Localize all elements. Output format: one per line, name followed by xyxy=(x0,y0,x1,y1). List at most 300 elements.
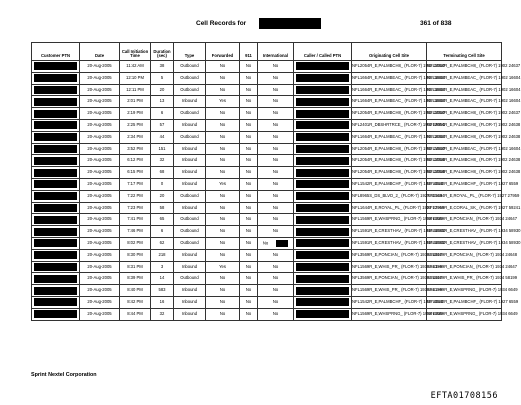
redaction-bar xyxy=(34,110,77,118)
date-cell: 20-Aug-2005 xyxy=(80,119,120,131)
terminating-site-cell: NFL1591R_E,CRESTHAV_ (FLOR-7) 1934 58930 xyxy=(427,237,502,249)
originating-site-cell: NFL1664R_E,PALMBEAC_ (FLOR-7) 1902 16604 xyxy=(352,72,427,84)
type-cell: Inbound xyxy=(174,261,206,273)
forwarded-cell: Yes xyxy=(206,178,240,190)
customer-ptn-cell xyxy=(32,296,80,308)
originating-site-cell: NFL2054R_E,PALMBCH8_ (FLOR-7) 1902 24637 xyxy=(352,143,427,155)
type-cell: Inbound xyxy=(174,119,206,131)
terminating-site-cell: NFL1664R_E,PALMBEAC_ (FLOR-7) 1902 16604 xyxy=(427,96,502,108)
table-row xyxy=(32,72,502,84)
type-cell: Inbound xyxy=(174,296,206,308)
terminating-site-cell: NFL1591R_E,CRESTHAV_ (FLOR-7) 1934 58930 xyxy=(427,226,502,238)
terminating-site-cell: NFL1664R_E,PALMBEAC_ (FLOR-7) 1902 16604 xyxy=(427,143,502,155)
redaction-bar xyxy=(34,157,77,165)
called-ptn-cell xyxy=(294,285,352,297)
col-header: Caller / Called PTN xyxy=(294,43,352,61)
col-header: Call Initiation Time xyxy=(120,43,151,61)
date-cell: 20-Aug-2005 xyxy=(80,261,120,273)
e911-cell: No xyxy=(240,96,258,108)
customer-ptn-cell xyxy=(32,108,80,120)
time-cell: 2:19 PM xyxy=(120,108,151,120)
e911-cell: No xyxy=(240,108,258,120)
called-ptn-cell xyxy=(294,237,352,249)
international-value: No xyxy=(272,263,279,269)
redaction-bar xyxy=(34,263,77,271)
customer-ptn-cell xyxy=(32,190,80,202)
international-value: No xyxy=(262,240,269,246)
duration-cell: 38 xyxy=(151,61,174,73)
table-row xyxy=(32,285,502,297)
duration-cell: 6 xyxy=(151,108,174,120)
originating-site-cell: NFL1664R_E,PALMBEAC_ (FLOR-7) 1902 16604 xyxy=(352,131,427,143)
table-row xyxy=(32,249,502,261)
international-cell xyxy=(258,96,294,108)
forwarded-cell: No xyxy=(206,226,240,238)
called-ptn-cell xyxy=(294,131,352,143)
table-row xyxy=(32,190,502,202)
terminating-site-cell: NFL2054R_E,PALMBCH8_ (FLOR-7) 1902 24638 xyxy=(427,167,502,179)
e911-cell: No xyxy=(240,202,258,214)
terminating-site-cell: NFL1542R_E,PALMBCHF_ (FLOR-7) 1927 6559 xyxy=(427,296,502,308)
type-cell: Inbound xyxy=(174,308,206,320)
forwarded-cell: No xyxy=(206,84,240,96)
table-row xyxy=(32,84,502,96)
duration-cell: 151 xyxy=(151,143,174,155)
redaction-bar xyxy=(296,204,349,212)
type-cell: Outbound xyxy=(174,108,206,120)
duration-cell: 14 xyxy=(151,273,174,285)
time-cell: 7:17 PM xyxy=(120,178,151,190)
time-cell: 7:41 PM xyxy=(120,214,151,226)
called-ptn-cell xyxy=(294,143,352,155)
redaction-bar xyxy=(296,157,349,165)
originating-site-cell: NFL1664R_E,PALMBEAC_ (FLOR-7) 1902 16604 xyxy=(352,84,427,96)
type-cell: Outbound xyxy=(174,273,206,285)
duration-cell: 20 xyxy=(151,84,174,96)
col-header: International xyxy=(258,43,294,61)
international-cell xyxy=(258,273,294,285)
terminating-site-cell: NFL2054R_E,PALMBCH8_ (FLOR-7) 1902 24638 xyxy=(427,155,502,167)
redaction-bar xyxy=(296,145,349,153)
type-cell: Inbound xyxy=(174,249,206,261)
originating-site-cell: NFL3569R_E,PONCIAN_ (FLOR-7) 1934 24647 xyxy=(352,273,427,285)
called-ptn-cell xyxy=(294,214,352,226)
international-cell xyxy=(258,61,294,73)
time-cell: 7:46 PM xyxy=(120,226,151,238)
date-cell: 20-Aug-2005 xyxy=(80,108,120,120)
redaction-bar xyxy=(34,98,77,106)
forwarded-cell: No xyxy=(206,72,240,84)
called-ptn-cell xyxy=(294,261,352,273)
time-cell: 7:22 PM xyxy=(120,190,151,202)
redaction-bar xyxy=(276,240,288,247)
col-header: Date xyxy=(80,43,120,61)
international-value: No xyxy=(272,251,279,257)
date-cell: 20-Aug-2005 xyxy=(80,214,120,226)
redaction-bar xyxy=(296,298,349,306)
redaction-bar xyxy=(34,121,77,129)
redaction-bar xyxy=(34,275,77,283)
called-ptn-cell xyxy=(294,273,352,285)
time-cell: 2:25 PM xyxy=(120,119,151,131)
customer-ptn-cell xyxy=(32,72,80,84)
terminating-site-cell: NFL3569R_E,PONCIAN_ (FLOR-7) 1934 24647 xyxy=(427,261,502,273)
redaction-bar xyxy=(296,287,349,295)
e911-cell: No xyxy=(240,84,258,96)
called-ptn-cell xyxy=(294,72,352,84)
type-cell: Outbound xyxy=(174,214,206,226)
table-row xyxy=(32,119,502,131)
redaction-bar xyxy=(296,275,349,283)
customer-ptn-cell xyxy=(32,249,80,261)
redaction-bar xyxy=(296,98,349,106)
called-ptn-cell xyxy=(294,96,352,108)
called-ptn-cell xyxy=(294,119,352,131)
redaction-bar xyxy=(296,216,349,224)
redaction-bar xyxy=(296,121,349,129)
date-cell: 20-Aug-2005 xyxy=(80,96,120,108)
duration-cell: 0 xyxy=(151,178,174,190)
international-cell xyxy=(258,131,294,143)
redaction-bar xyxy=(296,169,349,177)
customer-ptn-cell xyxy=(32,261,80,273)
international-value: No xyxy=(272,169,279,175)
time-cell: 8:40 PM xyxy=(120,285,151,297)
duration-cell: 13 xyxy=(151,96,174,108)
international-value: No xyxy=(272,287,279,293)
page-header xyxy=(0,18,512,32)
international-value: No xyxy=(272,157,279,163)
duration-cell: 6 xyxy=(151,226,174,238)
date-cell: 20-Aug-2005 xyxy=(80,72,120,84)
duration-cell: 44 xyxy=(151,131,174,143)
international-value: No xyxy=(272,98,279,104)
duration-cell: 58 xyxy=(151,202,174,214)
date-cell: 20-Aug-2005 xyxy=(80,273,120,285)
table-row xyxy=(32,178,502,190)
redaction-bar xyxy=(34,133,77,141)
international-cell xyxy=(258,190,294,202)
time-cell: 12:10 PM xyxy=(120,72,151,84)
called-ptn-cell xyxy=(294,61,352,73)
customer-ptn-cell xyxy=(32,143,80,155)
date-cell: 20-Aug-2005 xyxy=(80,190,120,202)
time-cell: 3:52 PM xyxy=(120,143,151,155)
redaction-bar xyxy=(34,204,77,212)
table-row xyxy=(32,308,502,320)
e911-cell: No xyxy=(240,214,258,226)
international-value: No xyxy=(272,228,279,234)
terminating-site-cell: NFL2969R_E,CORAL_SK_ (FLOR-7) 1927 59241 xyxy=(427,202,502,214)
originating-site-cell: NFL2401R_DBSHRTRCE_ (FLOR-7) 1902 59691 xyxy=(352,119,427,131)
e911-cell: No xyxy=(240,296,258,308)
originating-site-cell: NFL8965S_DS_BLVD_2_ (FLOR-7) 1927 40549 xyxy=(352,190,427,202)
international-cell xyxy=(258,214,294,226)
table-row xyxy=(32,143,502,155)
type-cell: Outbound xyxy=(174,72,206,84)
table-row xyxy=(32,96,502,108)
redaction-bar xyxy=(34,192,77,200)
forwarded-cell: Yes xyxy=(206,96,240,108)
called-ptn-cell xyxy=(294,249,352,261)
terminating-site-cell: NFL1644R_E,ROYAL_PL_ (FLOR-7) 1927 27959 xyxy=(427,190,502,202)
time-cell: 6:12 PM xyxy=(120,155,151,167)
customer-ptn-cell xyxy=(32,119,80,131)
forwarded-cell: No xyxy=(206,155,240,167)
originating-site-cell: NFL1591R_E,CRESTHAV_ (FLOR-7) 1934 58930 xyxy=(352,237,427,249)
international-cell xyxy=(258,84,294,96)
redaction-bar xyxy=(34,239,77,247)
type-cell: Inbound xyxy=(174,167,206,179)
col-header: Terminating Cell Site xyxy=(427,43,502,61)
type-cell: Outbound xyxy=(174,84,206,96)
col-header: 911 xyxy=(240,43,258,61)
duration-cell: 62 xyxy=(151,237,174,249)
duration-cell: 20 xyxy=(151,190,174,202)
table-row xyxy=(32,167,502,179)
originating-site-cell: NFL1664R_E,PALMBEAC_ (FLOR-7) 1902 16604 xyxy=(352,96,427,108)
table-row xyxy=(32,226,502,238)
date-cell: 20-Aug-2005 xyxy=(80,237,120,249)
redaction-bar xyxy=(34,86,77,94)
terminating-site-cell: NFL1664R_E,PALMBEAC_ (FLOR-7) 1902 16604 xyxy=(427,72,502,84)
company-footer: Sprint Nextel Corporation xyxy=(31,372,97,378)
forwarded-cell: No xyxy=(206,296,240,308)
originating-site-cell: NFL2054R_E,PALMBCH8_ (FLOR-7) 1902 24638 xyxy=(352,167,427,179)
col-header: Type xyxy=(174,43,206,61)
type-cell: Inbound xyxy=(174,143,206,155)
originating-site-cell: NFL1569R_E,WHIS_PR_ (FLOR-7) 1934 58199 xyxy=(352,285,427,297)
date-cell: 20-Aug-2005 xyxy=(80,61,120,73)
customer-ptn-cell xyxy=(32,61,80,73)
called-ptn-cell xyxy=(294,296,352,308)
redaction-bar xyxy=(34,145,77,153)
redaction-bar xyxy=(296,86,349,94)
forwarded-cell: No xyxy=(206,190,240,202)
e911-cell: No xyxy=(240,249,258,261)
terminating-site-cell: NFL1569R_E,PONCIAN_ (FLOR-7) 1934 24647 xyxy=(427,214,502,226)
originating-site-cell: NFL1569R_E,WHSPRNG_ (FLOR-7) 1934 6939 xyxy=(352,308,427,320)
redaction-bar xyxy=(34,251,77,259)
table-row xyxy=(32,202,502,214)
duration-cell: 32 xyxy=(151,155,174,167)
redaction-bar xyxy=(296,133,349,141)
international-value: No xyxy=(272,204,279,210)
originating-site-cell: NFL1591R_E,CRESTHAV_ (FLOR-7) 1934 58930 xyxy=(352,226,427,238)
called-ptn-cell xyxy=(294,202,352,214)
col-header: Originating Cell Site xyxy=(352,43,427,61)
redaction-bar xyxy=(296,180,349,188)
table-row xyxy=(32,237,502,249)
originating-site-cell: NFL1542R_E,PALMBCHF_ (FLOR-7) 1927 6559 xyxy=(352,296,427,308)
forwarded-cell: No xyxy=(206,131,240,143)
time-cell: 8:44 PM xyxy=(120,308,151,320)
table-row xyxy=(32,273,502,285)
called-ptn-cell xyxy=(294,308,352,320)
redaction-bar xyxy=(296,310,349,318)
forwarded-cell: No xyxy=(206,61,240,73)
type-cell: Inbound xyxy=(174,155,206,167)
date-cell: 20-Aug-2005 xyxy=(80,167,120,179)
redaction-bar xyxy=(34,298,77,306)
terminating-site-cell: NFL2054R_E,PALMBCH8_ (FLOR-7) 1902 24637 xyxy=(427,61,502,73)
redaction-bar xyxy=(34,62,77,70)
date-cell: 20-Aug-2005 xyxy=(80,155,120,167)
table-header-row xyxy=(32,43,502,61)
international-cell xyxy=(258,202,294,214)
international-cell xyxy=(258,261,294,273)
forwarded-cell: Yes xyxy=(206,261,240,273)
e911-cell: No xyxy=(240,131,258,143)
duration-cell: 16 xyxy=(151,296,174,308)
date-cell: 20-Aug-2005 xyxy=(80,296,120,308)
col-header: Forwarded xyxy=(206,43,240,61)
international-cell xyxy=(258,296,294,308)
e911-cell: No xyxy=(240,285,258,297)
time-cell: 7:23 PM xyxy=(120,202,151,214)
international-value: No xyxy=(272,63,279,68)
duration-cell: 32 xyxy=(151,308,174,320)
duration-cell: 65 xyxy=(151,214,174,226)
called-ptn-cell xyxy=(294,84,352,96)
e911-cell: No xyxy=(240,61,258,73)
international-cell xyxy=(258,72,294,84)
customer-ptn-cell xyxy=(32,131,80,143)
e911-cell: No xyxy=(240,226,258,238)
e911-cell: No xyxy=(240,119,258,131)
originating-site-cell: NFL2054R_E,PALMBCH8_ (FLOR-7) 1902 24637 xyxy=(352,61,427,73)
e911-cell: No xyxy=(240,178,258,190)
redaction-bar xyxy=(259,18,321,29)
international-cell xyxy=(258,108,294,120)
international-cell xyxy=(258,119,294,131)
e911-cell: No xyxy=(240,72,258,84)
international-value: No xyxy=(272,298,279,304)
table-row xyxy=(32,131,502,143)
terminating-site-cell: NFL1542R_E,PALMBCHF_ (FLOR-7) 1927 6559 xyxy=(427,178,502,190)
table-row xyxy=(32,108,502,120)
originating-site-cell: NFL1569R_E,WHSPRNG_ (FLOR-7) 1934 6939 xyxy=(352,214,427,226)
type-cell: Outbound xyxy=(174,226,206,238)
bates-number: EFTA01708156 xyxy=(430,391,498,401)
international-cell xyxy=(258,143,294,155)
time-cell: 8:31 PM xyxy=(120,261,151,273)
forwarded-cell: No xyxy=(206,308,240,320)
e911-cell: No xyxy=(240,273,258,285)
international-cell xyxy=(258,226,294,238)
redaction-bar xyxy=(34,228,77,236)
duration-cell: 5 xyxy=(151,72,174,84)
e911-cell: No xyxy=(240,237,258,249)
type-cell: Inbound xyxy=(174,178,206,190)
called-ptn-cell xyxy=(294,190,352,202)
time-cell: 8:02 PM xyxy=(120,237,151,249)
time-cell: 2:01 PM xyxy=(120,96,151,108)
international-value: No xyxy=(272,121,279,127)
customer-ptn-cell xyxy=(32,285,80,297)
forwarded-cell: No xyxy=(206,249,240,261)
customer-ptn-cell xyxy=(32,155,80,167)
customer-ptn-cell xyxy=(32,84,80,96)
terminating-site-cell: NFL2054R_E,PALMBCH8_ (FLOR-7) 1902 24638 xyxy=(427,119,502,131)
date-cell: 20-Aug-2005 xyxy=(80,131,120,143)
international-cell xyxy=(258,237,294,249)
international-cell xyxy=(258,178,294,190)
time-cell: 8:39 PM xyxy=(120,273,151,285)
forwarded-cell: No xyxy=(206,143,240,155)
called-ptn-cell xyxy=(294,167,352,179)
type-cell: Outbound xyxy=(174,237,206,249)
called-ptn-cell xyxy=(294,155,352,167)
time-cell: 11:42 AM xyxy=(120,61,151,73)
originating-site-cell: NFL2054R_E,PALMBCH8_ (FLOR-7) 1902 24637 xyxy=(352,108,427,120)
forwarded-cell: No xyxy=(206,167,240,179)
terminating-site-cell: NFL2054R_E,PALMBCH8_ (FLOR-7) 1902 24637 xyxy=(427,108,502,120)
e911-cell: No xyxy=(240,190,258,202)
customer-ptn-cell xyxy=(32,308,80,320)
international-cell xyxy=(258,308,294,320)
forwarded-cell: No xyxy=(206,202,240,214)
international-value: No xyxy=(272,133,279,139)
customer-ptn-cell xyxy=(32,226,80,238)
originating-site-cell: NFL1644R_E,ROYAL_PL_ (FLOR-7) 1927 27959 xyxy=(352,202,427,214)
redaction-bar xyxy=(34,216,77,224)
customer-ptn-cell xyxy=(32,96,80,108)
time-cell: 8:30 PM xyxy=(120,249,151,261)
report-title: Cell Records for xyxy=(196,20,247,27)
international-cell xyxy=(258,285,294,297)
originating-site-cell: NFL1569R_E,WHIS_PR_ (FLOR-7) 1934 58199 xyxy=(352,261,427,273)
table-row xyxy=(32,61,502,73)
customer-ptn-cell xyxy=(32,167,80,179)
international-value: No xyxy=(272,145,279,151)
redaction-bar xyxy=(296,228,349,236)
cell-records-table xyxy=(31,42,521,321)
type-cell: Inbound xyxy=(174,202,206,214)
forwarded-cell: No xyxy=(206,108,240,120)
redaction-bar xyxy=(296,62,349,70)
table-row xyxy=(32,214,502,226)
customer-ptn-cell xyxy=(32,237,80,249)
international-value: No xyxy=(272,110,279,116)
e911-cell: No xyxy=(240,261,258,273)
time-cell: 6:15 PM xyxy=(120,167,151,179)
customer-ptn-cell xyxy=(32,178,80,190)
type-cell: Inbound xyxy=(174,285,206,297)
redaction-bar xyxy=(296,74,349,82)
redaction-bar xyxy=(296,192,349,200)
date-cell: 20-Aug-2005 xyxy=(80,202,120,214)
date-cell: 20-Aug-2005 xyxy=(80,178,120,190)
terminating-site-cell: NFL1569R_E,WHSPRNG_ (FLOR-7) 1934 6649 xyxy=(427,308,502,320)
international-value: No xyxy=(272,310,279,316)
duration-cell: 583 xyxy=(151,285,174,297)
redaction-bar xyxy=(296,239,349,247)
duration-cell: 68 xyxy=(151,167,174,179)
originating-site-cell: NFL1542R_E,PALMBCHF_ (FLOR-7) 1927 6559 xyxy=(352,178,427,190)
duration-cell: 57 xyxy=(151,119,174,131)
terminating-site-cell: NFL3569R_E,PONCIAN_ (FLOR-7) 1934 24648 xyxy=(427,249,502,261)
table-row xyxy=(32,261,502,273)
date-cell: 20-Aug-2005 xyxy=(80,249,120,261)
type-cell: Inbound xyxy=(174,96,206,108)
originating-site-cell: NFL2054R_E,PALMBCH8_ (FLOR-7) 1902 24638 xyxy=(352,155,427,167)
forwarded-cell: No xyxy=(206,237,240,249)
type-cell: Outbound xyxy=(174,131,206,143)
col-header: Customer PTN xyxy=(32,43,80,61)
type-cell: Outbound xyxy=(174,190,206,202)
forwarded-cell: No xyxy=(206,214,240,226)
